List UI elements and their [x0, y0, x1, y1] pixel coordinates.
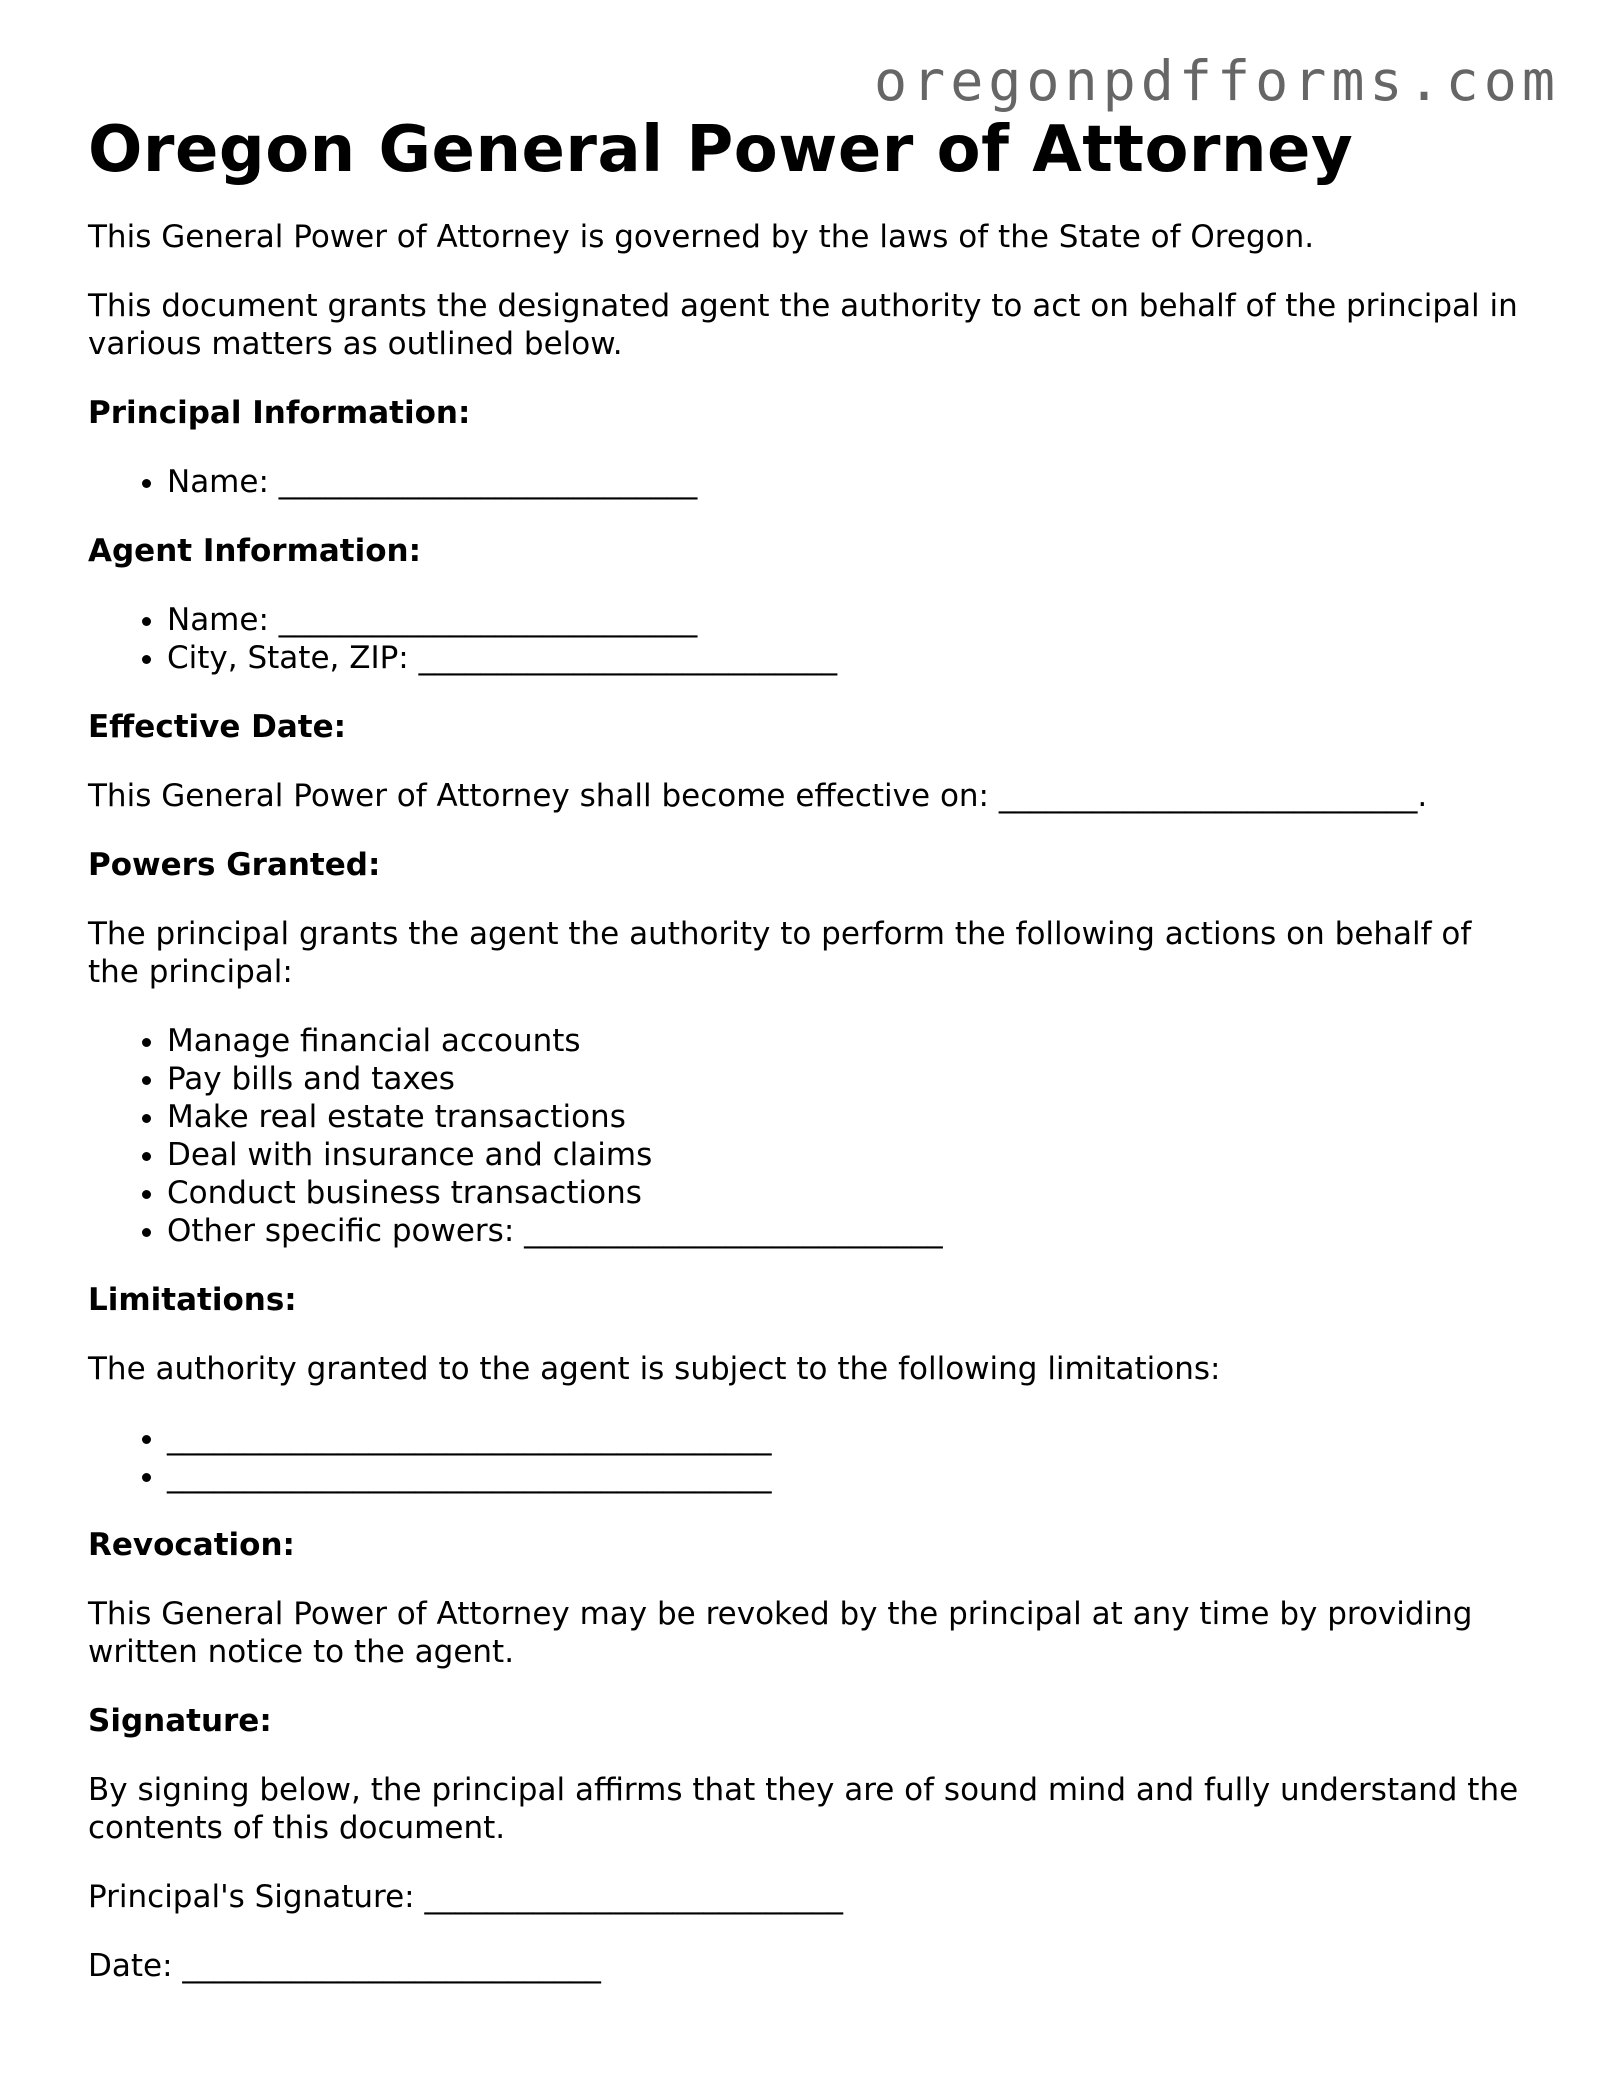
limitation-blank-line: • _______________________________________ [167, 1457, 1528, 1495]
powers-intro: The principal grants the agent the authority to perform the following actions on behalf of the principal: [88, 916, 1472, 990]
watermark: oregonpdfforms.com [873, 49, 1560, 113]
signature-date-line: Date: ___________________________ [88, 1948, 601, 1984]
principal-heading: Principal Information: [88, 395, 471, 431]
powers-list [88, 1022, 1528, 1250]
agent-heading: Agent Information: [88, 533, 421, 569]
limitations-intro: The authority granted to the agent is subject to the following limitations: [88, 1351, 1221, 1387]
power-item: • Pay bills and taxes [167, 1060, 1528, 1098]
powers-heading: Powers Granted: [88, 847, 381, 883]
principal-name-field: • Name: ___________________________ [167, 463, 1528, 501]
signature-affirmation: By signing below, the principal affirms that they are of sound mind and fully understand the contents of this document. [88, 1772, 1519, 1846]
intro-purpose: This document grants the designated agent the authority to act on behalf of the principal in various matters as outlined below. [88, 288, 1518, 362]
intro-governing-law: This General Power of Attorney is governed by the laws of the State of Oregon. [88, 219, 1315, 255]
agent-name-field: • Name: ___________________________ [167, 601, 1528, 639]
power-item: • Make real estate transactions [167, 1098, 1528, 1136]
revocation-text: This General Power of Attorney may be revoked by the principal at any time by providing written notice to the agent. [88, 1596, 1473, 1670]
page-title: Oregon General Power of Attorney [88, 113, 1354, 187]
effective-date-text: This General Power of Attorney shall become effective on: ___________________________. [88, 778, 1428, 814]
power-item: • Deal with insurance and claims [167, 1136, 1528, 1174]
limitation-blank-line: • _______________________________________ [167, 1419, 1528, 1457]
limitations-heading: Limitations: [88, 1282, 297, 1318]
revocation-heading: Revocation: [88, 1527, 295, 1563]
limitations-list [88, 1419, 1528, 1495]
effective-date-heading: Effective Date: [88, 709, 347, 745]
signature-heading: Signature: [88, 1703, 272, 1739]
document-page [88, 110, 1528, 2016]
power-item-other: • Other specific powers: ___________________________ [167, 1212, 1528, 1250]
agent-list [88, 601, 1528, 677]
principal-list [88, 463, 1528, 501]
principal-signature-line: Principal's Signature: ___________________________ [88, 1879, 843, 1915]
power-item: • Manage financial accounts [167, 1022, 1528, 1060]
power-item: • Conduct business transactions [167, 1174, 1528, 1212]
agent-city-state-zip-field: • City, State, ZIP: ___________________________ [167, 639, 1528, 677]
